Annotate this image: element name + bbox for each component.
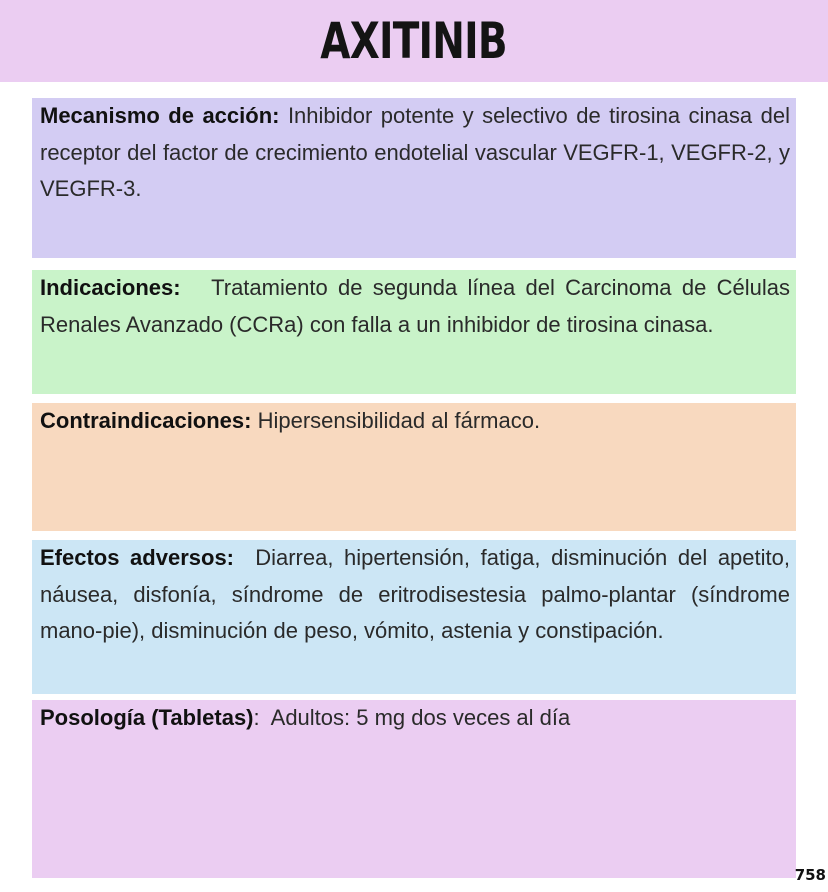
page-title: AXITINIB xyxy=(320,12,508,70)
section-label: Contraindicaciones: xyxy=(40,408,252,433)
section-indicaciones xyxy=(32,270,796,394)
section-efectos-adversos xyxy=(32,540,796,694)
section-label: Indicaciones: xyxy=(40,275,181,300)
section-label: Efectos adversos: xyxy=(40,545,235,570)
section-text: Diarrea, hipertensión, fatiga, disminución del apetito, náusea, disfonía, síndrome de eritrodisestesia palmo-plantar (síndrome mano-pie), disminución de peso, vómito, astenia y constipación. xyxy=(40,545,797,643)
section-text: Tratamiento de segunda línea del Carcinoma de Células Renales Avanzado (CCRa) con falla a un inhibidor de tirosina cinasa. xyxy=(40,275,797,337)
section-posologia xyxy=(32,700,796,878)
section-contraindicaciones xyxy=(32,403,796,531)
title-banner xyxy=(0,0,828,82)
section-text: Hipersensibilidad al fármaco. xyxy=(251,408,541,433)
section-label: Mecanismo de acción: xyxy=(40,103,280,128)
section-text: : Adultos: 5 mg dos veces al día xyxy=(253,705,571,730)
section-text: Inhibidor potente y selectivo de tirosina cinasa del receptor del factor de crecimiento endotelial vascular VEGFR-1, VEGFR-2, y VEGFR-3. xyxy=(40,103,790,201)
page-number: 758 xyxy=(794,866,826,884)
section-mecanismo-de-accion xyxy=(32,98,796,258)
section-label: Posología (Tabletas) xyxy=(40,705,254,730)
